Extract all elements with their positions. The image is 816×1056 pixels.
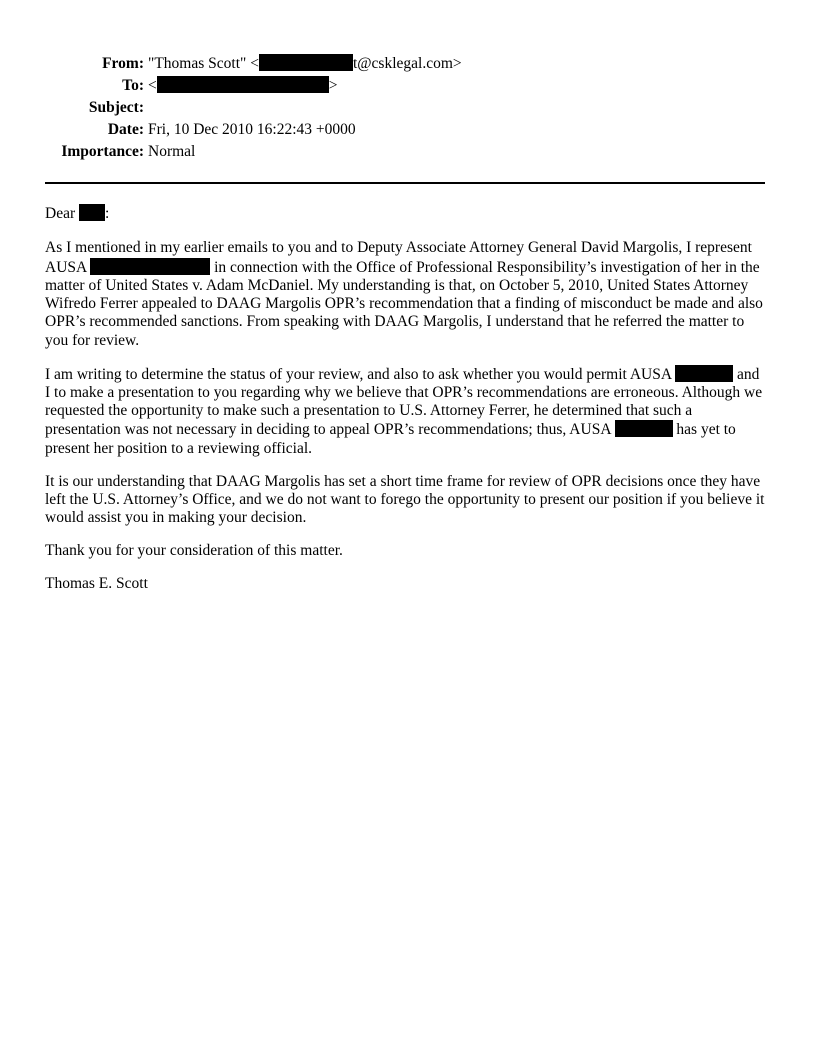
from-suffix: t@csklegal.com>	[352, 55, 462, 72]
date-label: Date:	[107, 121, 144, 138]
redaction-block	[259, 54, 353, 71]
redaction-block	[615, 420, 673, 437]
salutation	[45, 204, 767, 223]
salutation-start: Dear	[45, 205, 79, 222]
from-prefix: "Thomas Scott" <	[148, 55, 259, 72]
importance-row	[0, 141, 816, 163]
salutation-end: :	[105, 205, 110, 222]
date-value: Fri, 10 Dec 2010 16:22:43 +0000	[148, 121, 356, 138]
letter-body	[45, 204, 767, 608]
header-divider	[45, 182, 765, 184]
to-value	[148, 75, 338, 97]
redaction-block	[90, 258, 210, 275]
to-prefix: <	[148, 77, 157, 94]
paragraph-4: Thank you for your consideration of this matter.	[45, 541, 343, 559]
from-value	[148, 53, 462, 75]
paragraph-2-b: and I to make a presentation to you regarding why we believe that OPR’s recommendations are erroneous. Although we requested the opportunity to make such a presentation to U.S. Attorney Ferrer, he determined that such a presentation was not necessary in deciding to appeal OPR’s recommendations; thus, AUSA	[45, 365, 763, 439]
date-row	[0, 119, 816, 141]
redaction-block	[675, 365, 733, 382]
paragraph-1-b: in connection with the Office of Professional Responsibility’s investigation of her in the matter of United States v. Adam McDaniel. My understanding is that, on October 5, 2010, United States Attorney Wifredo Ferrer appealed to DAAG Margolis OPR’s recommendation that a finding of misconduct be made and also OPR’s recommended sanctions. From speaking with DAAG Margolis, I understand that he referred the matter to you for review.	[45, 258, 763, 349]
importance-value: Normal	[148, 143, 196, 160]
subject-row	[0, 97, 816, 119]
redaction-block	[157, 76, 329, 93]
paragraph-2-a: I am writing to determine the status of your review, and also to ask whether you would permit AUSA	[45, 365, 676, 383]
from-label: From:	[102, 55, 144, 72]
paragraph-2	[45, 365, 767, 458]
to-row	[0, 75, 816, 97]
paragraph-2-c: has yet to present her position to a reviewing official.	[45, 421, 736, 457]
paragraph-1-a: As I mentioned in my earlier emails to you and to Deputy Associate Attorney General David Margolis, I represent AUSA	[45, 239, 752, 276]
redaction-block	[79, 204, 105, 221]
to-label: To:	[122, 77, 144, 94]
email-header	[0, 53, 816, 163]
paragraph-3: It is our understanding that DAAG Margolis has set a short time frame for review of OPR decisions once they have left the U.S. Attorney’s Office, and we do not want to forego the opportunity to present our position if you believe it would assist you in making your decision.	[45, 472, 765, 527]
subject-label: Subject:	[88, 99, 144, 116]
signature: Thomas E. Scott	[45, 574, 148, 592]
paragraph-1	[45, 239, 767, 350]
importance-label: Importance:	[61, 143, 144, 160]
from-row	[0, 53, 816, 75]
to-suffix: >	[328, 77, 338, 94]
